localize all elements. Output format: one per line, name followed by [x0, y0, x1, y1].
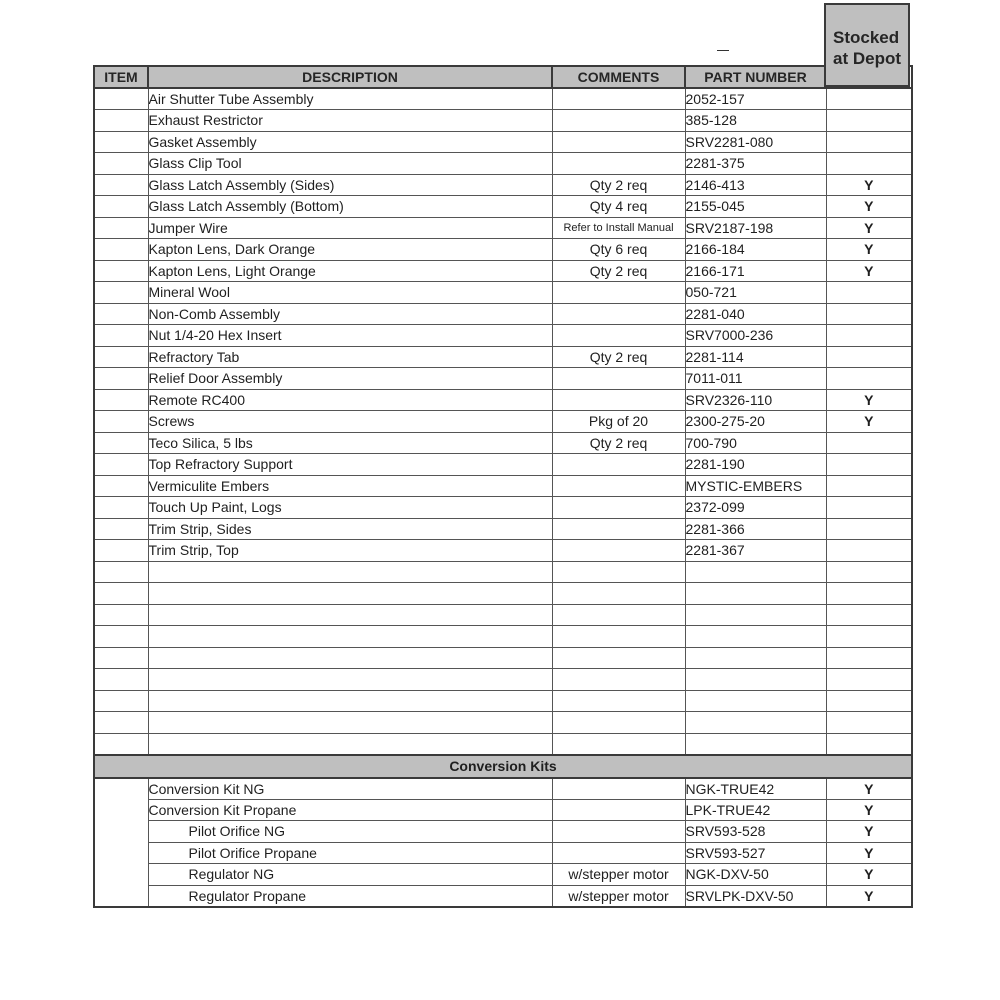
parts-body: [94, 88, 912, 755]
table-row: [94, 325, 912, 347]
table-row: [94, 454, 912, 476]
stocked-cell: [826, 561, 912, 583]
kit-comments-cell: [552, 778, 685, 800]
item-cell: [94, 647, 148, 669]
description-cell: Teco Silica, 5 lbs: [148, 432, 552, 454]
kit-comments-cell: w/stepper motor: [552, 864, 685, 886]
stocked-cell: [826, 282, 912, 304]
stocked-header-line2: at Depot: [833, 49, 901, 68]
part-number-cell: 050-721: [685, 282, 826, 304]
description-cell: [148, 733, 552, 755]
stocked-cell: [826, 475, 912, 497]
part-number-cell: 7011-011: [685, 368, 826, 390]
item-cell: [94, 669, 148, 691]
stocked-at-depot-header: [824, 3, 910, 87]
table-row: [94, 303, 912, 325]
item-cell: [94, 561, 148, 583]
stocked-cell: [826, 432, 912, 454]
comments-cell: [552, 368, 685, 390]
comments-cell: Qty 6 req: [552, 239, 685, 261]
table-row: [94, 217, 912, 239]
item-cell: [94, 88, 148, 110]
kit-stocked-cell: Y: [826, 821, 912, 843]
item-cell: [94, 260, 148, 282]
part-number-cell: [685, 669, 826, 691]
part-number-cell: 2281-190: [685, 454, 826, 476]
stocked-cell: [826, 583, 912, 605]
description-cell: Glass Clip Tool: [148, 153, 552, 175]
description-cell: Remote RC400: [148, 389, 552, 411]
item-cell: [94, 389, 148, 411]
item-cell: [94, 454, 148, 476]
part-number-cell: 385-128: [685, 110, 826, 132]
table-row: [94, 475, 912, 497]
kit-comments-cell: w/stepper motor: [552, 885, 685, 907]
part-number-cell: SRV2187-198: [685, 217, 826, 239]
table-row: [94, 282, 912, 304]
kit-description-cell: Regulator Propane: [148, 885, 552, 907]
comments-cell: [552, 389, 685, 411]
comments-cell: [552, 131, 685, 153]
description-cell: Touch Up Paint, Logs: [148, 497, 552, 519]
comments-cell: [552, 647, 685, 669]
stocked-cell: Y: [826, 260, 912, 282]
comments-cell: [552, 712, 685, 734]
part-number-cell: [685, 604, 826, 626]
part-number-cell: [685, 561, 826, 583]
kit-stocked-cell: Y: [826, 799, 912, 821]
table-row: [94, 389, 912, 411]
part-number-cell: 700-790: [685, 432, 826, 454]
description-cell: Kapton Lens, Light Orange: [148, 260, 552, 282]
table-row: [94, 239, 912, 261]
comments-cell: [552, 669, 685, 691]
decorative-dash: [717, 50, 729, 51]
part-number-cell: SRV2326-110: [685, 389, 826, 411]
stocked-cell: [826, 733, 912, 755]
part-number-cell: 2281-114: [685, 346, 826, 368]
description-cell: Vermiculite Embers: [148, 475, 552, 497]
item-cell: [94, 604, 148, 626]
item-cell: [94, 110, 148, 132]
table-row: [94, 647, 912, 669]
kit-row: [94, 778, 912, 800]
stocked-cell: [826, 604, 912, 626]
header-description: DESCRIPTION: [148, 66, 552, 88]
table-row: [94, 110, 912, 132]
table-row: [94, 196, 912, 218]
stocked-cell: Y: [826, 239, 912, 261]
description-cell: [148, 690, 552, 712]
item-cell: [94, 432, 148, 454]
table-row: [94, 712, 912, 734]
description-cell: Exhaust Restrictor: [148, 110, 552, 132]
stocked-cell: Y: [826, 389, 912, 411]
part-number-cell: 2281-375: [685, 153, 826, 175]
part-number-cell: [685, 647, 826, 669]
description-cell: Mineral Wool: [148, 282, 552, 304]
stocked-cell: [826, 497, 912, 519]
part-number-cell: 2281-366: [685, 518, 826, 540]
part-number-cell: [685, 626, 826, 648]
comments-cell: [552, 561, 685, 583]
stocked-cell: [826, 540, 912, 562]
item-cell: [94, 690, 148, 712]
stocked-cell: [826, 131, 912, 153]
comments-cell: Qty 4 req: [552, 196, 685, 218]
table-row: [94, 604, 912, 626]
stocked-cell: [826, 518, 912, 540]
kit-stocked-cell: Y: [826, 842, 912, 864]
description-cell: Top Refractory Support: [148, 454, 552, 476]
kit-part-number-cell: SRV593-528: [685, 821, 826, 843]
kit-comments-cell: [552, 799, 685, 821]
part-number-cell: MYSTIC-EMBERS: [685, 475, 826, 497]
description-cell: Trim Strip, Top: [148, 540, 552, 562]
table-row: [94, 411, 912, 433]
description-cell: [148, 647, 552, 669]
kit-description-cell: Conversion Kit NG: [148, 778, 552, 800]
table-row: [94, 432, 912, 454]
kit-stocked-cell: Y: [826, 885, 912, 907]
stocked-header-line1: Stocked: [833, 28, 900, 47]
table-row: [94, 174, 912, 196]
comments-cell: Refer to Install Manual: [552, 217, 685, 239]
kit-comments-cell: [552, 842, 685, 864]
part-number-cell: 2281-040: [685, 303, 826, 325]
kit-row: [94, 885, 912, 907]
part-number-cell: [685, 583, 826, 605]
comments-cell: Qty 2 req: [552, 260, 685, 282]
item-cell: [94, 196, 148, 218]
description-cell: Gasket Assembly: [148, 131, 552, 153]
description-cell: Trim Strip, Sides: [148, 518, 552, 540]
kit-part-number-cell: NGK-DXV-50: [685, 864, 826, 886]
comments-cell: [552, 604, 685, 626]
stocked-cell: [826, 454, 912, 476]
table-row: [94, 153, 912, 175]
stocked-cell: [826, 712, 912, 734]
kit-part-number-cell: SRV593-527: [685, 842, 826, 864]
description-cell: [148, 583, 552, 605]
item-cell: [94, 712, 148, 734]
table-row: [94, 346, 912, 368]
kit-row: [94, 842, 912, 864]
table-row: [94, 497, 912, 519]
description-cell: [148, 712, 552, 734]
conversion-kits-body: [94, 755, 912, 907]
kit-description-cell: Regulator NG: [148, 864, 552, 886]
conversion-kits-title: Conversion Kits: [94, 755, 912, 778]
comments-cell: [552, 540, 685, 562]
table-row: [94, 131, 912, 153]
description-cell: Non-Comb Assembly: [148, 303, 552, 325]
comments-cell: [552, 88, 685, 110]
comments-cell: [552, 518, 685, 540]
stocked-cell: Y: [826, 217, 912, 239]
table-row: [94, 540, 912, 562]
stocked-cell: Y: [826, 174, 912, 196]
stocked-cell: [826, 647, 912, 669]
table-header-row: [94, 66, 912, 88]
comments-cell: Qty 2 req: [552, 174, 685, 196]
stocked-cell: [826, 368, 912, 390]
comments-cell: Qty 2 req: [552, 346, 685, 368]
description-cell: Jumper Wire: [148, 217, 552, 239]
stocked-cell: [826, 88, 912, 110]
stocked-cell: [826, 153, 912, 175]
stocked-cell: [826, 626, 912, 648]
part-number-cell: 2052-157: [685, 88, 826, 110]
item-cell: [94, 153, 148, 175]
table-row: [94, 88, 912, 110]
item-cell: [94, 497, 148, 519]
part-number-cell: [685, 733, 826, 755]
table-row: [94, 260, 912, 282]
stocked-cell: Y: [826, 196, 912, 218]
item-cell: [94, 368, 148, 390]
item-cell: [94, 626, 148, 648]
conversion-kits-section-row: [94, 755, 912, 778]
item-cell: [94, 282, 148, 304]
header-part-number: PART NUMBER: [685, 66, 826, 88]
item-cell: [94, 325, 148, 347]
comments-cell: [552, 303, 685, 325]
description-cell: Glass Latch Assembly (Bottom): [148, 196, 552, 218]
header-item: ITEM: [94, 66, 148, 88]
item-cell: [94, 411, 148, 433]
stocked-cell: [826, 325, 912, 347]
kit-description-cell: Pilot Orifice NG: [148, 821, 552, 843]
parts-table: [93, 65, 913, 908]
kit-row: [94, 821, 912, 843]
kit-stocked-cell: Y: [826, 778, 912, 800]
comments-cell: [552, 690, 685, 712]
description-cell: Screws: [148, 411, 552, 433]
description-cell: Glass Latch Assembly (Sides): [148, 174, 552, 196]
comments-cell: [552, 497, 685, 519]
description-cell: [148, 669, 552, 691]
part-number-cell: SRV2281-080: [685, 131, 826, 153]
description-cell: Kapton Lens, Dark Orange: [148, 239, 552, 261]
table-row: [94, 583, 912, 605]
comments-cell: [552, 153, 685, 175]
comments-cell: [552, 282, 685, 304]
part-number-cell: 2155-045: [685, 196, 826, 218]
part-number-cell: [685, 712, 826, 734]
description-cell: Nut 1/4-20 Hex Insert: [148, 325, 552, 347]
table-row: [94, 733, 912, 755]
kit-stocked-cell: Y: [826, 864, 912, 886]
table-row: [94, 669, 912, 691]
kit-part-number-cell: SRVLPK-DXV-50: [685, 885, 826, 907]
description-cell: [148, 626, 552, 648]
table-row: [94, 690, 912, 712]
comments-cell: Pkg of 20: [552, 411, 685, 433]
part-number-cell: 2281-367: [685, 540, 826, 562]
comments-cell: [552, 325, 685, 347]
header-comments: COMMENTS: [552, 66, 685, 88]
kit-part-number-cell: NGK-TRUE42: [685, 778, 826, 800]
description-cell: Air Shutter Tube Assembly: [148, 88, 552, 110]
item-cell: [94, 518, 148, 540]
part-number-cell: 2166-171: [685, 260, 826, 282]
stocked-cell: [826, 110, 912, 132]
item-cell: [94, 583, 148, 605]
kit-comments-cell: [552, 821, 685, 843]
kit-description-cell: Pilot Orifice Propane: [148, 842, 552, 864]
item-cell: [94, 475, 148, 497]
table-row: [94, 561, 912, 583]
stocked-cell: [826, 346, 912, 368]
part-number-cell: SRV7000-236: [685, 325, 826, 347]
table-row: [94, 518, 912, 540]
item-cell: [94, 174, 148, 196]
item-cell: [94, 131, 148, 153]
item-cell: [94, 217, 148, 239]
part-number-cell: 2146-413: [685, 174, 826, 196]
description-cell: [148, 604, 552, 626]
kit-row: [94, 864, 912, 886]
comments-cell: [552, 110, 685, 132]
description-cell: [148, 561, 552, 583]
part-number-cell: [685, 690, 826, 712]
stocked-cell: Y: [826, 411, 912, 433]
description-cell: Relief Door Assembly: [148, 368, 552, 390]
stocked-cell: [826, 303, 912, 325]
part-number-cell: 2372-099: [685, 497, 826, 519]
comments-cell: [552, 475, 685, 497]
part-number-cell: 2166-184: [685, 239, 826, 261]
item-cell: [94, 303, 148, 325]
item-cell: [94, 346, 148, 368]
item-cell: [94, 540, 148, 562]
comments-cell: [552, 583, 685, 605]
kit-row: [94, 799, 912, 821]
item-cell: [94, 239, 148, 261]
table-row: [94, 626, 912, 648]
kit-item-cell: [94, 778, 148, 907]
stocked-cell: [826, 669, 912, 691]
comments-cell: [552, 626, 685, 648]
stocked-cell: [826, 690, 912, 712]
description-cell: Refractory Tab: [148, 346, 552, 368]
part-number-cell: 2300-275-20: [685, 411, 826, 433]
kit-description-cell: Conversion Kit Propane: [148, 799, 552, 821]
comments-cell: [552, 733, 685, 755]
item-cell: [94, 733, 148, 755]
table-row: [94, 368, 912, 390]
kit-part-number-cell: LPK-TRUE42: [685, 799, 826, 821]
comments-cell: Qty 2 req: [552, 432, 685, 454]
comments-cell: [552, 454, 685, 476]
